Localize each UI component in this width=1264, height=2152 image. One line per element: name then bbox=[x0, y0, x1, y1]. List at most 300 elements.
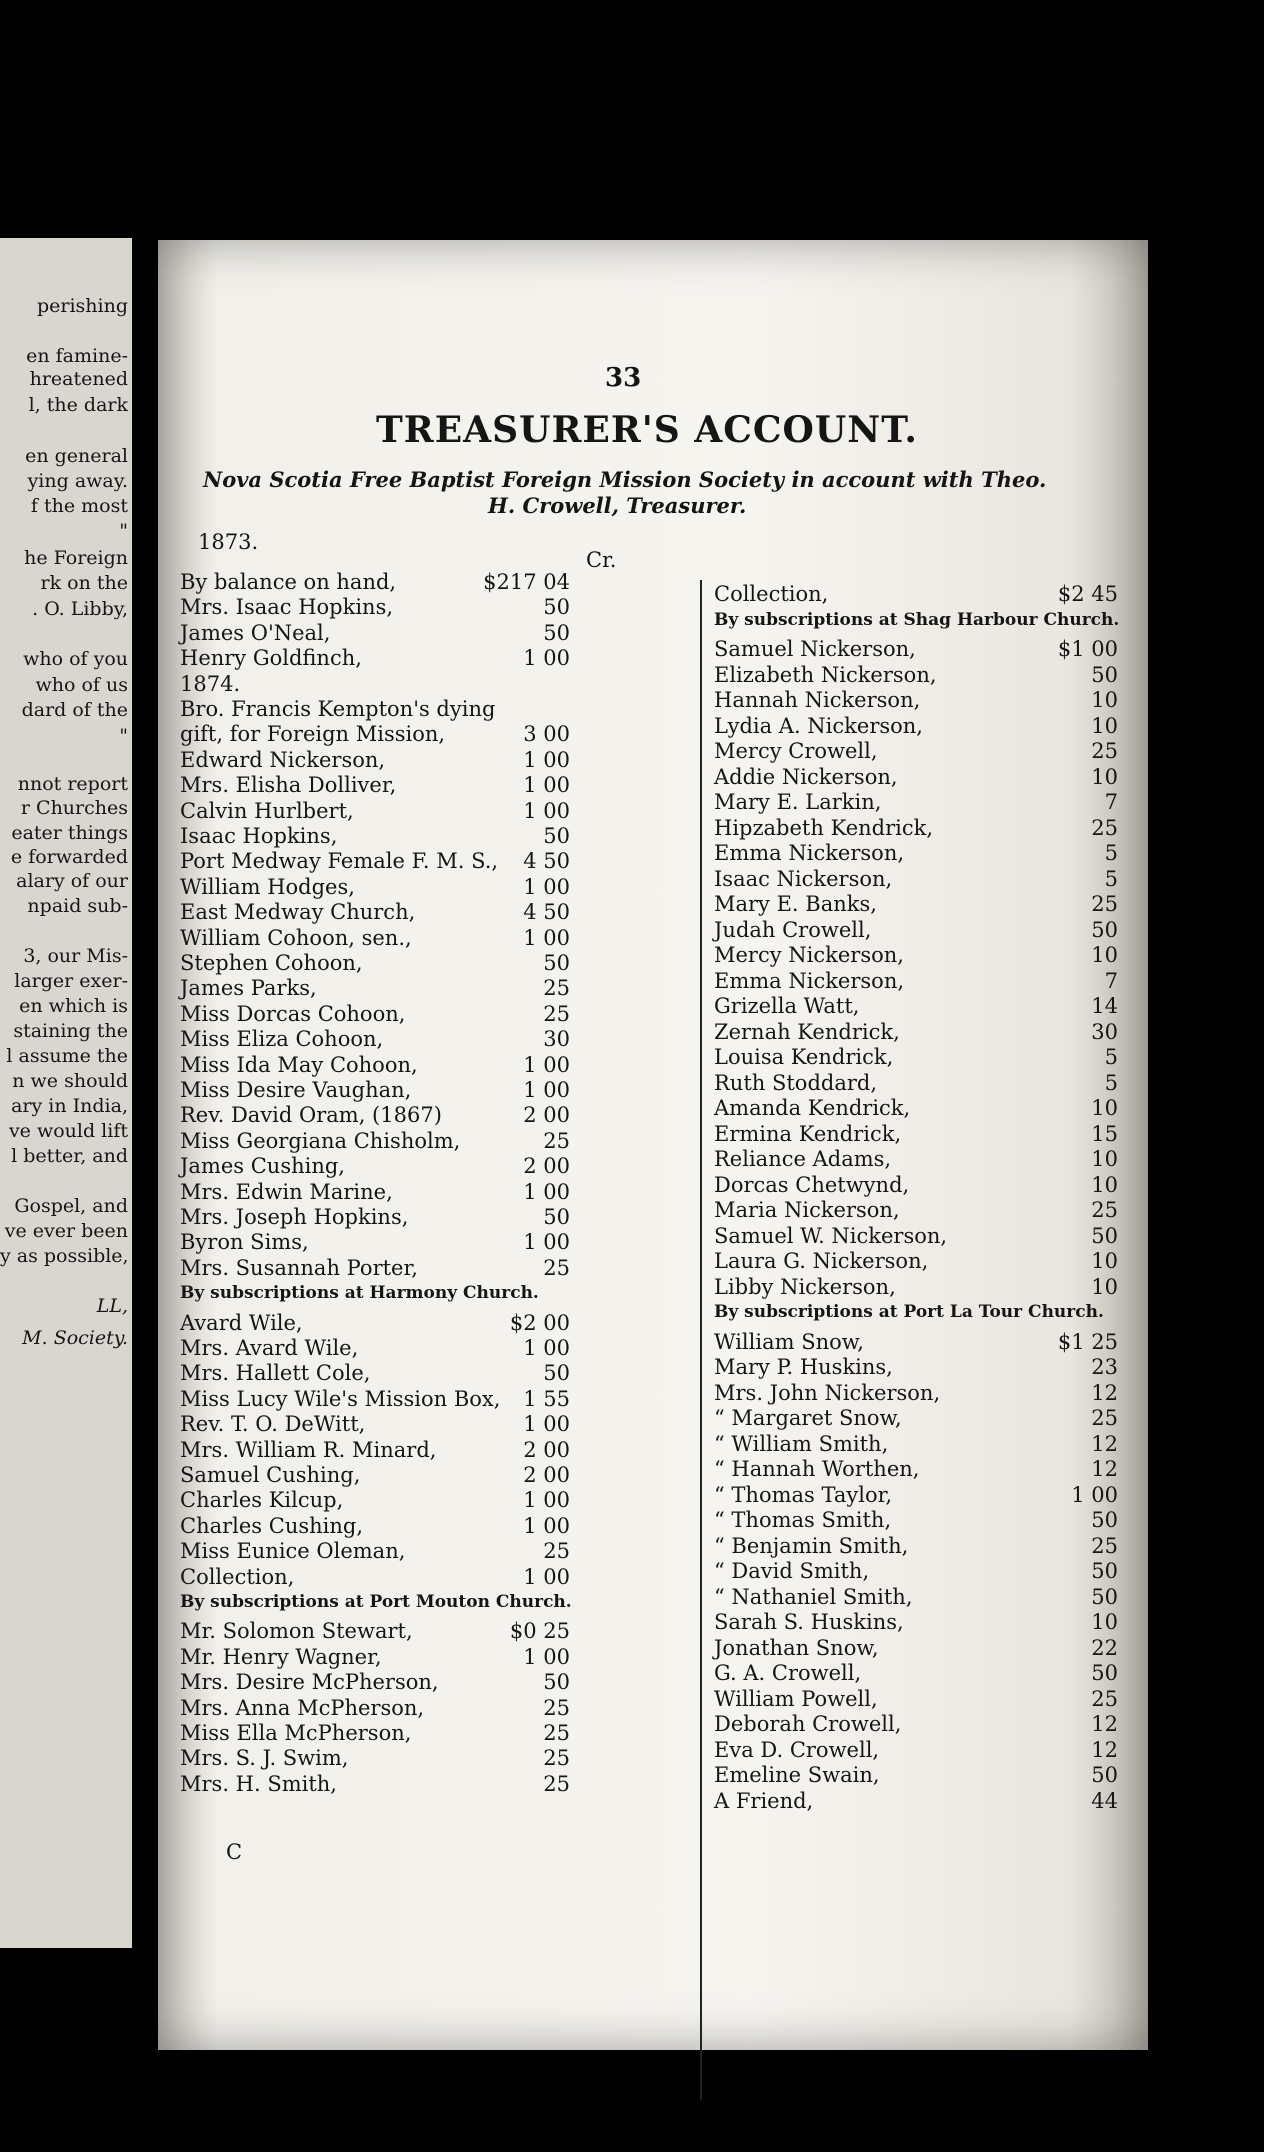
amount: $217 04 bbox=[483, 570, 570, 594]
ledger-row bbox=[180, 1002, 570, 1026]
left-page-line: en which is bbox=[19, 995, 128, 1017]
contributor-name: Calvin Hurlbert, bbox=[180, 798, 354, 823]
contributor-name: Judah Crowell, bbox=[714, 917, 872, 942]
section-label: By subscriptions at Harmony Church. bbox=[180, 1283, 539, 1304]
contributor-name: Mr. Henry Wagner, bbox=[180, 1644, 382, 1669]
left-page-line: dard of the bbox=[21, 699, 128, 721]
contributor-name: Mr. Solomon Stewart, bbox=[180, 1619, 413, 1644]
contributor-name: Miss Lucy Wile's Mission Box, bbox=[180, 1386, 501, 1411]
contributor-name: Grizella Watt, bbox=[714, 994, 860, 1018]
column-divider bbox=[700, 580, 702, 2100]
section-heading bbox=[180, 1281, 570, 1305]
contributor-name: Mrs. Joseph Hopkins, bbox=[180, 1205, 409, 1229]
ledger-row bbox=[180, 1180, 570, 1204]
credit-heading: Cr. bbox=[586, 548, 617, 572]
left-page-line: staining the bbox=[13, 1020, 128, 1042]
amount: $2 00 bbox=[509, 1310, 570, 1335]
amount: 50 bbox=[1091, 662, 1118, 687]
contributor-name: By balance on hand, bbox=[180, 570, 397, 594]
ledger-row bbox=[714, 816, 1118, 840]
ledger-row bbox=[180, 900, 570, 924]
left-page-line: l, the dark bbox=[28, 394, 128, 416]
contributor-name: “ Thomas Taylor, bbox=[714, 1482, 892, 1507]
section-label: By subscriptions at Port La Tour Church. bbox=[714, 1302, 1104, 1322]
contributor-name: Mrs. Elisha Dolliver, bbox=[180, 773, 397, 798]
amount: 1 00 bbox=[523, 1564, 570, 1589]
ledger-row bbox=[180, 595, 570, 619]
ledger-row bbox=[714, 1173, 1118, 1197]
left-page-line: ying away. bbox=[27, 470, 128, 492]
contributor-name: Addie Nickerson, bbox=[714, 764, 898, 789]
contributor-name: Avard Wile, bbox=[180, 1310, 303, 1335]
ledger-row bbox=[180, 1565, 570, 1589]
contributor-name: Emma Nickerson, bbox=[714, 968, 905, 993]
ledger-row bbox=[714, 688, 1118, 712]
ledger-row bbox=[714, 714, 1118, 738]
amount: 30 bbox=[543, 1027, 570, 1052]
ledger-row bbox=[714, 1661, 1118, 1685]
ledger-row bbox=[180, 951, 570, 975]
left-page-line: " bbox=[119, 725, 128, 747]
contributor-name: Hannah Nickerson, bbox=[714, 688, 921, 712]
ledger-row bbox=[180, 1078, 570, 1102]
left-page-line: larger exer- bbox=[14, 970, 128, 992]
amount: 50 bbox=[1091, 1559, 1118, 1583]
section-heading bbox=[714, 608, 1118, 632]
ledger-row bbox=[714, 1585, 1118, 1609]
amount: 2 00 bbox=[523, 1437, 570, 1462]
contributor-name: Laura G. Nickerson, bbox=[714, 1249, 929, 1273]
amount: 10 bbox=[1091, 1096, 1118, 1120]
amount: 1 00 bbox=[523, 925, 570, 950]
ledger-row bbox=[714, 1275, 1118, 1299]
contributor-name: Reliance Adams, bbox=[714, 1147, 892, 1171]
amount: 25 bbox=[543, 1746, 570, 1771]
ledger-row bbox=[714, 1249, 1118, 1273]
ledger-row bbox=[714, 637, 1118, 661]
contributor-name: Port Medway Female F. M. S., bbox=[180, 849, 499, 874]
amount: 25 bbox=[543, 976, 570, 1001]
contributor-name: Elizabeth Nickerson, bbox=[714, 662, 937, 687]
amount: 1 00 bbox=[1071, 1482, 1118, 1507]
contributor-name: Stephen Cohoon, bbox=[180, 951, 363, 975]
contributor-name: Collection, bbox=[180, 1564, 295, 1589]
contributor-name: Miss Ida May Cohoon, bbox=[180, 1052, 418, 1077]
ledger-row bbox=[180, 1103, 570, 1127]
amount: 5 bbox=[1104, 1070, 1118, 1095]
amount: 25 bbox=[543, 1539, 570, 1564]
section-label: By subscriptions at Port Mouton Church. bbox=[180, 1592, 572, 1612]
left-page-line: r Churches bbox=[20, 797, 128, 819]
amount: 25 bbox=[1091, 892, 1118, 916]
contributor-name: Mrs. Desire McPherson, bbox=[180, 1670, 439, 1695]
amount: 10 bbox=[1091, 1172, 1118, 1197]
amount: 10 bbox=[1091, 688, 1118, 712]
ledger-row bbox=[180, 1311, 570, 1335]
contributor-name: Dorcas Chetwynd, bbox=[714, 1172, 910, 1197]
ledger-row bbox=[714, 969, 1118, 993]
ledger-row bbox=[714, 1355, 1118, 1379]
contributor-name: Mrs. Isaac Hopkins, bbox=[180, 595, 394, 620]
amount: 4 50 bbox=[523, 849, 570, 874]
ledger-row bbox=[714, 1096, 1118, 1120]
contributor-name: William Hodges, bbox=[180, 874, 355, 899]
contributor-name: William Powell, bbox=[714, 1686, 878, 1711]
page-title: TREASURER'S ACCOUNT. bbox=[376, 409, 918, 451]
left-page-line: f the most bbox=[30, 495, 128, 517]
account-subtitle-treasurer: H. Crowell, Treasurer. bbox=[488, 493, 747, 518]
contributor-name: Miss Georgiana Chisholm, bbox=[180, 1128, 461, 1153]
contributor-name: “ Hannah Worthen, bbox=[714, 1457, 920, 1481]
ledger-row bbox=[180, 875, 570, 899]
contributor-name: Mary E. Banks, bbox=[714, 892, 877, 916]
amount: 12 bbox=[1091, 1737, 1118, 1762]
ledger-row bbox=[714, 943, 1118, 967]
amount: 1 00 bbox=[523, 1336, 570, 1360]
contributor-name: Mrs. William R. Minard, bbox=[180, 1437, 437, 1462]
amount: $1 00 bbox=[1057, 637, 1118, 661]
left-page-line: 3, our Mis- bbox=[23, 945, 128, 967]
contributor-name: Maria Nickerson, bbox=[714, 1198, 900, 1222]
contributor-name: Eva D. Crowell, bbox=[714, 1737, 880, 1762]
amount: 1 00 bbox=[523, 773, 570, 798]
contributor-name: Miss Desire Vaughan, bbox=[180, 1078, 412, 1102]
ledger-row bbox=[180, 1053, 570, 1077]
contributor-name: “ William Smith, bbox=[714, 1431, 889, 1456]
amount: 10 bbox=[1091, 1147, 1118, 1171]
ledger-row bbox=[180, 1336, 570, 1360]
left-page-line: ve ever been bbox=[4, 1220, 128, 1242]
ledger-row bbox=[714, 1224, 1118, 1248]
amount: 12 bbox=[1091, 1712, 1118, 1736]
contributor-name: “ David Smith, bbox=[714, 1559, 870, 1583]
page-number: 33 bbox=[605, 363, 642, 393]
contributor-name: “ Benjamin Smith, bbox=[714, 1533, 909, 1558]
ledger-row bbox=[714, 663, 1118, 687]
document-page bbox=[158, 240, 1148, 2050]
ledger-row bbox=[180, 1256, 570, 1280]
left-page-line: ve would lift bbox=[8, 1120, 128, 1142]
amount: 25 bbox=[543, 1695, 570, 1720]
amount: 25 bbox=[1091, 1198, 1118, 1222]
amount: 3 00 bbox=[523, 722, 570, 747]
amount: 14 bbox=[1091, 994, 1118, 1018]
ledger-row bbox=[180, 1721, 570, 1745]
amount: 2 00 bbox=[523, 1103, 570, 1128]
contributor-name: Mrs. Susannah Porter, bbox=[180, 1255, 418, 1280]
ledger-row bbox=[180, 1488, 570, 1512]
ledger-row bbox=[180, 1645, 570, 1669]
contributor-name: “ Thomas Smith, bbox=[714, 1508, 892, 1532]
amount: 1 00 bbox=[523, 747, 570, 772]
ledger-row bbox=[180, 1361, 570, 1385]
left-page-line: he Foreign bbox=[24, 547, 128, 569]
contributor-name: Mrs. S. J. Swim, bbox=[180, 1746, 349, 1771]
amount: 10 bbox=[1091, 1249, 1118, 1273]
contributor-name: William Snow, bbox=[714, 1329, 864, 1354]
ledger-row bbox=[714, 1534, 1118, 1558]
ledger-row bbox=[180, 1463, 570, 1487]
amount: 50 bbox=[1091, 1763, 1118, 1787]
amount: 1 00 bbox=[523, 1052, 570, 1077]
amount: 25 bbox=[543, 1001, 570, 1026]
contributor-name: Mercy Nickerson, bbox=[714, 943, 904, 967]
ledger-row bbox=[714, 994, 1118, 1018]
ledger-row bbox=[180, 1129, 570, 1153]
ledger-row bbox=[714, 1071, 1118, 1095]
amount: 1 00 bbox=[523, 1513, 570, 1538]
ledger-row bbox=[714, 1020, 1118, 1044]
ledger-row bbox=[714, 1381, 1118, 1405]
left-page-line: npaid sub- bbox=[27, 895, 128, 917]
amount: 10 bbox=[1091, 1610, 1118, 1634]
amount: 50 bbox=[543, 951, 570, 975]
ledger-row bbox=[180, 1772, 570, 1796]
left-page-line: n we should bbox=[12, 1070, 128, 1092]
amount: 5 bbox=[1104, 866, 1118, 891]
left-page-line: e forwarded bbox=[10, 846, 128, 868]
ledger-row bbox=[180, 1205, 570, 1229]
ledger-row bbox=[714, 1457, 1118, 1481]
amount: 50 bbox=[543, 824, 570, 848]
ledger-row bbox=[714, 582, 1118, 606]
ledger-row bbox=[714, 1330, 1118, 1354]
amount: 50 bbox=[543, 620, 570, 645]
ledger-row bbox=[714, 1198, 1118, 1222]
ledger-row bbox=[180, 748, 570, 772]
contributor-name: Byron Sims, bbox=[180, 1230, 309, 1255]
ledger-row bbox=[180, 824, 570, 848]
ledger-row bbox=[714, 918, 1118, 942]
contributor-name: Miss Eunice Oleman, bbox=[180, 1539, 406, 1564]
ledger-row bbox=[714, 1559, 1118, 1583]
amount: 44 bbox=[1091, 1788, 1118, 1813]
contributor-name: Amanda Kendrick, bbox=[714, 1096, 911, 1120]
ledger-row bbox=[714, 739, 1118, 763]
left-page-line: M. Society. bbox=[22, 1327, 128, 1349]
ledger-row bbox=[180, 1539, 570, 1563]
ledger-row bbox=[180, 976, 570, 1000]
amount: 12 bbox=[1091, 1380, 1118, 1405]
contributor-name: Charles Kilcup, bbox=[180, 1488, 344, 1513]
amount: 10 bbox=[1091, 943, 1118, 967]
contributor-name: Lydia A. Nickerson, bbox=[714, 713, 923, 738]
left-page-line: l better, and bbox=[11, 1145, 128, 1167]
amount: 1 55 bbox=[523, 1386, 570, 1411]
contributor-name: Mary E. Larkin, bbox=[714, 790, 882, 814]
amount: 25 bbox=[543, 1128, 570, 1153]
ledger-row bbox=[180, 1387, 570, 1411]
ledger-row bbox=[180, 570, 570, 594]
ledger-row bbox=[180, 799, 570, 823]
contributor-name: Ermina Kendrick, bbox=[714, 1121, 902, 1146]
contributor-name: Jonathan Snow, bbox=[714, 1635, 879, 1660]
contributor-name: Hipzabeth Kendrick, bbox=[714, 815, 934, 840]
left-page-line: Gospel, and bbox=[14, 1195, 128, 1217]
contributor-name: “ Nathaniel Smith, bbox=[714, 1584, 913, 1609]
year-heading: 1873. bbox=[198, 530, 259, 554]
contributor-name: Mary P. Huskins, bbox=[714, 1355, 893, 1379]
contributor-name: Bro. Francis Kempton's dying bbox=[180, 697, 496, 721]
contributor-name: Libby Nickerson, bbox=[714, 1274, 896, 1299]
amount: 25 bbox=[543, 1255, 570, 1280]
ledger-row bbox=[714, 1147, 1118, 1171]
ledger-row bbox=[180, 1696, 570, 1720]
ledger-row bbox=[180, 722, 570, 746]
contributor-name: Isaac Hopkins, bbox=[180, 824, 338, 848]
ledger-row bbox=[180, 926, 570, 950]
amount: 1 00 bbox=[523, 1179, 570, 1204]
amount: 7 bbox=[1104, 968, 1118, 993]
amount: 25 bbox=[1091, 739, 1118, 763]
ledger-row bbox=[180, 672, 570, 696]
ledger-row bbox=[714, 1712, 1118, 1736]
ledger-row bbox=[714, 765, 1118, 789]
contributor-name: Miss Eliza Cohoon, bbox=[180, 1027, 384, 1052]
amount: 5 bbox=[1104, 1045, 1118, 1069]
ledger-row bbox=[180, 849, 570, 873]
ledger-row bbox=[180, 1619, 570, 1643]
contributor-name: Rev. T. O. DeWitt, bbox=[180, 1412, 366, 1437]
ledger-row bbox=[180, 621, 570, 645]
amount: 1 00 bbox=[523, 646, 570, 671]
contributor-name: Isaac Nickerson, bbox=[714, 866, 893, 891]
contributor-name: Samuel W. Nickerson, bbox=[714, 1223, 948, 1248]
ledger-row bbox=[714, 1508, 1118, 1532]
ledger-row bbox=[714, 892, 1118, 916]
amount: 22 bbox=[1091, 1635, 1118, 1660]
left-page-line: . O. Libby, bbox=[32, 598, 128, 620]
contributor-name: Deborah Crowell, bbox=[714, 1712, 902, 1736]
contributor-name: Miss Ella McPherson, bbox=[180, 1721, 412, 1745]
amount: 1 00 bbox=[523, 1412, 570, 1437]
ledger-row bbox=[180, 1670, 570, 1694]
amount: 25 bbox=[1091, 1406, 1118, 1430]
left-page-line: nnot report bbox=[17, 773, 128, 795]
amount: $1 25 bbox=[1057, 1329, 1118, 1354]
contributor-name: Charles Cushing, bbox=[180, 1513, 364, 1538]
section-heading bbox=[180, 1590, 570, 1614]
contributor-name: Mercy Crowell, bbox=[714, 739, 878, 763]
ledger-row bbox=[714, 790, 1118, 814]
contributor-name: James O'Neal, bbox=[180, 620, 331, 645]
amount: 4 50 bbox=[523, 900, 570, 925]
left-page-line: ary in India, bbox=[11, 1095, 128, 1117]
amount: 7 bbox=[1104, 790, 1118, 814]
contributor-name: A Friend, bbox=[714, 1788, 814, 1813]
amount: 1 00 bbox=[523, 1644, 570, 1669]
left-page-line: y as possible, bbox=[0, 1245, 129, 1267]
ledger-row bbox=[180, 1412, 570, 1436]
left-page-line: perishing bbox=[36, 295, 128, 317]
amount: 15 bbox=[1091, 1121, 1118, 1146]
contributor-name: “ Margaret Snow, bbox=[714, 1406, 902, 1430]
contributor-name: Mrs. Edwin Marine, bbox=[180, 1179, 393, 1204]
ledger-row bbox=[180, 697, 570, 721]
left-page-line: rk on the bbox=[40, 572, 128, 594]
account-subtitle: Nova Scotia Free Baptist Foreign Mission Society in account with Theo. bbox=[203, 467, 1047, 492]
amount: 50 bbox=[543, 595, 570, 620]
amount: 50 bbox=[543, 1670, 570, 1695]
contributor-name: James Cushing, bbox=[180, 1154, 345, 1179]
contributor-name: Henry Goldfinch, bbox=[180, 646, 362, 671]
contributor-name: Samuel Cushing, bbox=[180, 1463, 361, 1487]
contributor-name: gift, for Foreign Mission, bbox=[180, 722, 446, 747]
amount: 2 00 bbox=[523, 1463, 570, 1487]
contributor-name: Edward Nickerson, bbox=[180, 747, 386, 772]
amount: 50 bbox=[1091, 1508, 1118, 1532]
amount: 25 bbox=[543, 1721, 570, 1745]
ledger-row bbox=[714, 1738, 1118, 1762]
ledger-row bbox=[714, 1636, 1118, 1660]
ledger-row bbox=[180, 646, 570, 670]
amount: 1 00 bbox=[523, 1488, 570, 1513]
contributor-name: James Parks, bbox=[180, 976, 317, 1001]
section-heading bbox=[714, 1300, 1118, 1324]
contributor-name: Mrs. John Nickerson, bbox=[714, 1380, 941, 1405]
amount: 25 bbox=[1091, 815, 1118, 840]
ledger-row bbox=[714, 1483, 1118, 1507]
ledger-row bbox=[714, 1687, 1118, 1711]
amount: 50 bbox=[1091, 1584, 1118, 1609]
amount: 25 bbox=[1091, 1533, 1118, 1558]
ledger-row bbox=[180, 773, 570, 797]
amount: 25 bbox=[1091, 1686, 1118, 1711]
contributor-name: Emma Nickerson, bbox=[714, 841, 905, 865]
contributor-name: Emeline Swain, bbox=[714, 1763, 880, 1787]
ledger-row bbox=[714, 1789, 1118, 1813]
ledger-row bbox=[180, 1514, 570, 1538]
ledger-row bbox=[180, 1230, 570, 1254]
amount: 1 00 bbox=[523, 798, 570, 823]
signature-mark: C bbox=[226, 1840, 243, 1864]
amount: 5 bbox=[1104, 841, 1118, 865]
amount: 50 bbox=[543, 1205, 570, 1229]
contributor-name: Mrs. Anna McPherson, bbox=[180, 1695, 425, 1720]
amount: 2 00 bbox=[523, 1154, 570, 1179]
amount: 1 00 bbox=[523, 1230, 570, 1255]
contributor-name: Zernah Kendrick, bbox=[714, 1019, 900, 1044]
amount: 10 bbox=[1091, 764, 1118, 789]
contributor-name: Collection, bbox=[714, 582, 829, 606]
ledger-row bbox=[714, 867, 1118, 891]
amount: 12 bbox=[1091, 1457, 1118, 1481]
amount: 10 bbox=[1091, 713, 1118, 738]
left-page-line: who of us bbox=[35, 674, 128, 696]
left-page-line: eater things bbox=[11, 822, 128, 844]
left-page-line: LL, bbox=[96, 1295, 128, 1317]
amount: 12 bbox=[1091, 1431, 1118, 1456]
ledger-row bbox=[714, 1610, 1118, 1634]
ledger-row bbox=[714, 1122, 1118, 1146]
contributor-name: Mrs. H. Smith, bbox=[180, 1771, 337, 1796]
ledger-row bbox=[714, 1045, 1118, 1069]
contributor-name: Louisa Kendrick, bbox=[714, 1045, 894, 1069]
left-page-line: en general bbox=[25, 445, 128, 467]
contributor-name: Miss Dorcas Cohoon, bbox=[180, 1001, 406, 1026]
left-page-line: hreatened bbox=[29, 368, 128, 390]
left-page-line: who of you bbox=[23, 648, 128, 670]
amount: 10 bbox=[1091, 1274, 1118, 1299]
contributor-name: 1874. bbox=[180, 671, 241, 696]
left-page-line: " bbox=[119, 520, 128, 542]
amount: 1 00 bbox=[523, 874, 570, 899]
contributor-name: Ruth Stoddard, bbox=[714, 1070, 878, 1095]
ledger-row bbox=[180, 1027, 570, 1051]
adjacent-page-fragment bbox=[0, 238, 132, 1948]
ledger-row bbox=[180, 1746, 570, 1770]
amount: $0 25 bbox=[509, 1619, 570, 1644]
